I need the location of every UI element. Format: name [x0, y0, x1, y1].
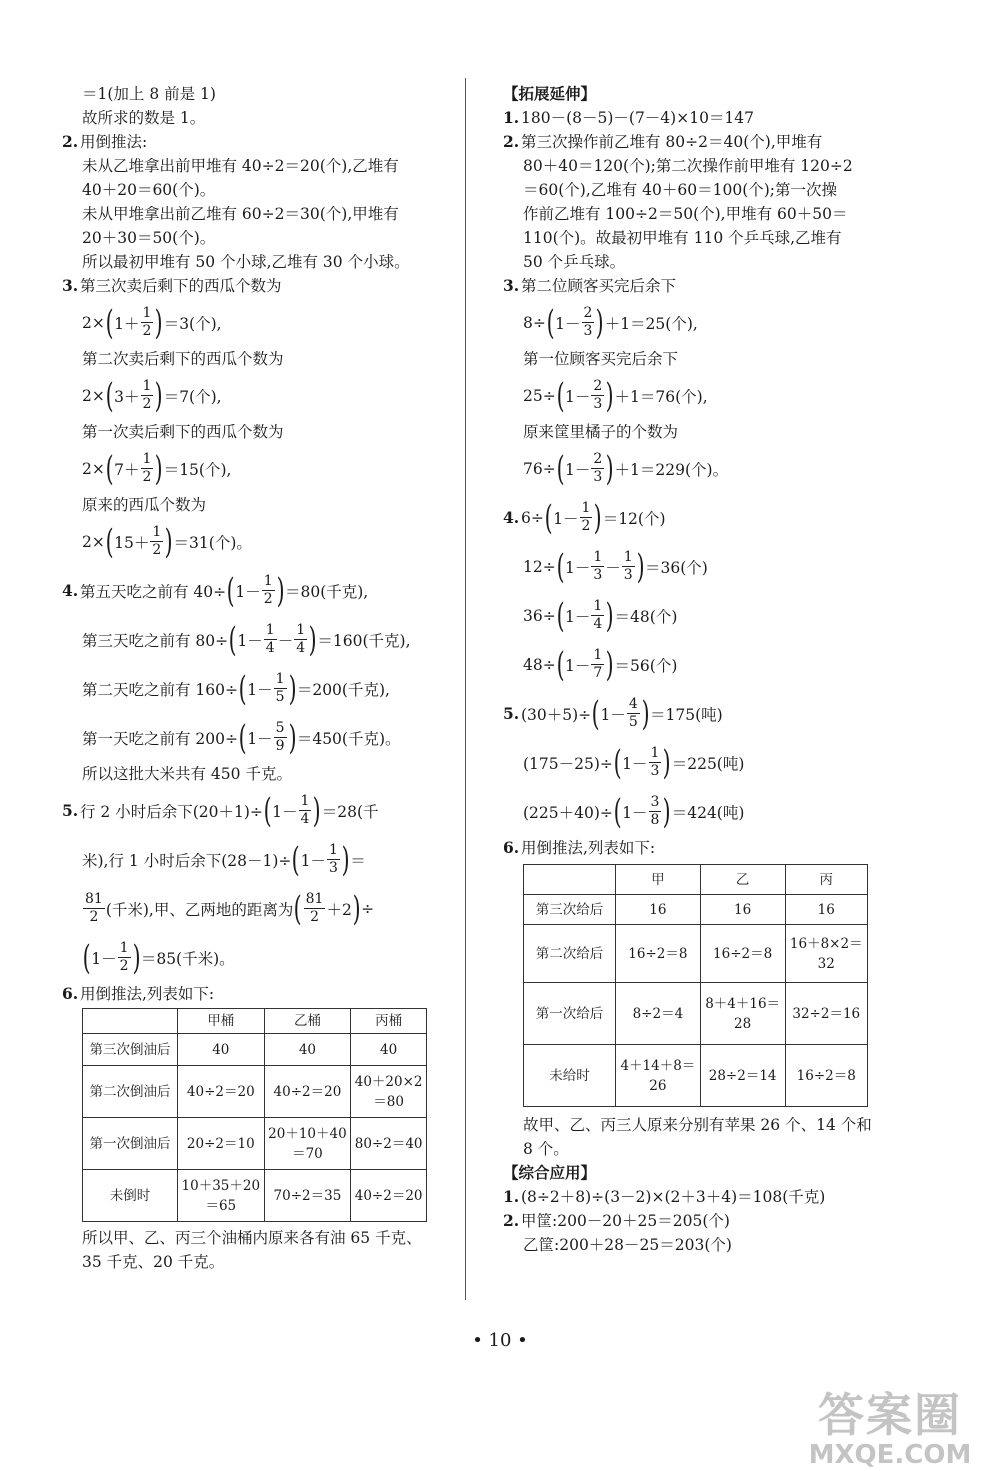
fraction: $\frac{1}{2}$	[142, 451, 152, 485]
table-cell: 70÷2＝35	[264, 1170, 351, 1222]
table-cell: 40÷2＝20	[264, 1066, 351, 1118]
text-line: 未从乙堆拿出前甲堆有 40÷2＝20(个),乙堆有	[82, 157, 399, 175]
table-cell	[524, 865, 616, 895]
text-line: 故甲、乙、丙三人原来分别有苹果 26 个、14 个和	[523, 1116, 872, 1134]
question-5: 5. 行 2 小时后余下(20＋1)÷ ( 1－ $\frac{1}{4}$ ) ＝28(千	[62, 790, 379, 831]
fraction: $\frac{1}{4}$	[265, 622, 275, 656]
table-cell: 80÷2＝40	[351, 1118, 427, 1170]
table-header: 甲桶	[178, 1009, 265, 1034]
text-line: 80＋40＝120(个);第二次操作前甲堆有 120÷2	[523, 157, 853, 175]
formula: 米),行 1 小时后余下(28－1)÷ ( 1－ $\frac{1}{3}$ ) ＝	[82, 839, 366, 880]
oil-barrel-table	[82, 1008, 427, 1222]
table-cell: 16÷2＝8	[616, 925, 701, 983]
text-line: 第三次卖后剩下的西瓜个数为	[80, 277, 282, 295]
left-column	[62, 82, 447, 1274]
fraction: $\frac{1}{3}$	[329, 842, 338, 876]
table-header-row	[83, 1009, 427, 1034]
fraction: $\frac{1}{2}$	[152, 524, 162, 558]
fraction: $\frac{4}{5}$	[628, 696, 638, 730]
page-number: • 10 •	[472, 1330, 528, 1351]
table-row	[83, 1170, 427, 1222]
table-row	[83, 1118, 427, 1170]
formula: 2× ( 7＋ $\frac{1}{2}$ ) ＝15(个),	[82, 448, 232, 489]
question-3: 3. 第二位顾客买完后余下	[503, 274, 883, 298]
table-cell: 20÷2＝10	[178, 1118, 265, 1170]
fraction: $\frac{3}{8}$	[650, 794, 660, 828]
fraction: $\frac{1}{5}$	[275, 671, 285, 705]
table-row	[524, 895, 868, 925]
table-row	[83, 1066, 427, 1118]
fraction: $\frac{1}{4}$	[593, 598, 603, 632]
text-line: 未从甲堆拿出前乙堆有 60÷2＝30(个),甲堆有	[82, 205, 399, 223]
formula: 第二天吃之前有 160÷ ( 1－ $\frac{1}{5}$ ) ＝200(千克),	[82, 668, 390, 709]
formula: 36÷ ( 1－ $\frac{1}{4}$ ) ＝48(个)	[523, 595, 678, 636]
text-line: 第一次卖后剩下的西瓜个数为	[82, 423, 284, 441]
text-line: 乙筐:200＋28－25＝203(个)	[523, 1236, 732, 1254]
table-cell: 40	[178, 1034, 265, 1066]
fraction: $\frac{1}{2}$	[263, 573, 273, 607]
column-divider	[465, 78, 466, 1300]
table-cell: 第一次给后	[524, 983, 616, 1045]
table-cell: 第二次给后	[524, 925, 616, 983]
fraction: $\frac{1}{7}$	[593, 647, 603, 681]
text-line: 第一位顾客买完后余下	[523, 350, 679, 368]
text-line: 40＋20＝60(个)。	[82, 181, 216, 199]
table-row	[524, 983, 868, 1045]
question-number: 2.	[503, 132, 520, 151]
fraction: $\frac{1}{2}$	[119, 940, 129, 974]
table-cell: 4＋14＋8＝ 26	[616, 1045, 701, 1107]
method-label: 用倒推法,列表如下:	[80, 985, 215, 1003]
fraction: $\frac{81}{2}$	[305, 891, 324, 925]
watermark-logo	[785, 1390, 995, 1470]
section-heading: 【综合应用】	[503, 1163, 597, 1182]
text-line: 第二次卖后剩下的西瓜个数为	[82, 350, 284, 368]
table-header: 乙	[700, 865, 785, 895]
question-number: 2.	[503, 1211, 520, 1230]
fraction: $\frac{1}{4}$	[300, 793, 310, 827]
formula: 第一天吃之前有 200÷ ( 1－ $\frac{5}{9}$ ) ＝450(千克)。	[82, 717, 401, 758]
table-cell: 20＋10＋40 ＝70	[264, 1118, 351, 1170]
text-line: ＝1(加上 8 前是 1)	[82, 85, 216, 103]
formula: 25÷ ( 1－ $\frac{2}{3}$ ) ＋1＝76(个),	[523, 375, 708, 416]
fraction: $\frac{1}{4}$	[296, 622, 306, 656]
question-6	[62, 982, 447, 1006]
table-row	[524, 925, 868, 983]
text-line: 原来筐里橘子的个数为	[523, 423, 679, 441]
formula: 2× ( 3＋ $\frac{1}{2}$ ) ＝7(个),	[82, 375, 222, 416]
text-line: 所以最初甲堆有 50 个小球,乙堆有 30 个小球。	[82, 253, 410, 271]
fraction: $\frac{2}{3}$	[583, 305, 593, 339]
table-cell: 8＋4＋16＝ 28	[700, 983, 785, 1045]
text-line: 35 千克、20 千克。	[82, 1253, 225, 1271]
right-column	[503, 82, 883, 1257]
table-cell: 40÷2＝20	[178, 1066, 265, 1118]
question-number: 5.	[62, 801, 79, 820]
table-cell: 第三次倒油后	[83, 1034, 178, 1066]
formula: $\frac{81}{2}$ (千米),甲、乙两地的距离为 ( $\frac{81}{2}$ ＋2 ) ÷	[85, 888, 375, 929]
text-line: 所以这批大米共有 450 千克。	[82, 765, 292, 783]
watermark-url: MXQE.COM	[808, 1440, 972, 1470]
text-line: 8 个。	[523, 1140, 569, 1158]
text-line: 20＋30＝50(个)。	[82, 229, 216, 247]
question-number: 6.	[62, 984, 79, 1003]
fraction: $\frac{2}{3}$	[593, 451, 603, 485]
table-cell: 未倒时	[83, 1170, 178, 1222]
text-line: 作前乙堆有 100÷2＝50(个),甲堆有 60＋50＝	[523, 205, 848, 223]
table-cell: 16÷2＝8	[785, 1045, 868, 1107]
fraction: $\frac{1}{3}$	[650, 745, 660, 779]
table-cell: 32÷2＝16	[785, 983, 868, 1045]
table-cell: 未给时	[524, 1045, 616, 1107]
table-cell: 16	[616, 895, 701, 925]
question-number: 5.	[503, 704, 520, 723]
apple-table	[523, 864, 868, 1107]
table-header: 甲	[616, 865, 701, 895]
table-cell: 40	[264, 1034, 351, 1066]
table-cell: 第三次给后	[524, 895, 616, 925]
table-cell: 16	[785, 895, 868, 925]
watermark-text: 答案圈	[818, 1388, 962, 1442]
formula: ( 1－ $\frac{1}{2}$ ) ＝85(千米)。	[82, 937, 235, 978]
question-number: 1.	[503, 108, 520, 127]
table-cell: 16＋8×2＝ 32	[785, 925, 868, 983]
question-6	[503, 836, 883, 860]
formula: 2× ( 15＋ $\frac{1}{2}$ ) ＝31(个)。	[82, 521, 252, 562]
question-1: 1. (8÷2＋8)÷(3－2)×(2＋3＋4)＝108(千克)	[503, 1185, 883, 1209]
question-number: 3.	[62, 276, 79, 295]
formula: 12÷ ( 1－ $\frac{1}{3}$ － $\frac{1}{3}$ ) ＝36(个)	[523, 546, 708, 587]
fraction: $\frac{1}{2}$	[142, 378, 152, 412]
text-line: 110(个)。故最初甲堆有 110 个乒乓球,乙堆有	[523, 229, 842, 247]
question-number: 6.	[503, 838, 520, 857]
question-2: 2. 第三次操作前乙堆有 80÷2＝40(个),甲堆有	[503, 130, 883, 154]
formula: 第三天吃之前有 80÷ ( 1－ $\frac{1}{4}$ － $\frac{1}{4}$ ) ＝160(千克),	[82, 619, 411, 660]
text-line: ＝60(个),乙堆有 40＋60＝100(个);第一次操	[523, 181, 838, 199]
table-header: 丙桶	[351, 1009, 427, 1034]
question-5: 5. (30＋5)÷ ( 1－ $\frac{4}{5}$ ) ＝175(吨)	[503, 693, 723, 734]
text-line: 所以甲、乙、丙三个油桶内原来各有油 65 千克、	[82, 1229, 422, 1247]
fraction: $\frac{81}{2}$	[85, 891, 103, 925]
question-4: 4. 6÷ ( 1－ $\frac{1}{2}$ ) ＝12(个)	[503, 497, 666, 538]
table-row	[524, 1045, 868, 1107]
fraction: $\frac{1}{3}$	[623, 549, 633, 583]
question-number: 2.	[62, 132, 79, 151]
section-heading: 【拓展延伸】	[503, 84, 597, 103]
question-number: 4.	[503, 508, 520, 527]
formula: 48÷ ( 1－ $\frac{1}{7}$ ) ＝56(个)	[523, 644, 678, 685]
table-header: 丙	[785, 865, 868, 895]
formula: (225＋40)÷ ( 1－ $\frac{3}{8}$ ) ＝424(吨)	[523, 791, 745, 832]
table-cell	[83, 1009, 178, 1034]
formula: 8÷ ( 1－ $\frac{2}{3}$ ) ＋1＝25(个),	[523, 302, 698, 343]
fraction: $\frac{1}{2}$	[142, 305, 152, 339]
fraction: $\frac{1}{2}$	[581, 500, 591, 534]
question-4: 4. 第五天吃之前有 40÷ ( 1－ $\frac{1}{2}$ ) ＝80(千克),	[62, 570, 369, 611]
table-header: 乙桶	[264, 1009, 351, 1034]
table-header-row	[524, 865, 868, 895]
table-cell: 第一次倒油后	[83, 1118, 178, 1170]
question-number: 3.	[503, 276, 520, 295]
question-2	[62, 130, 447, 154]
table-cell: 40＋20×2 ＝80	[351, 1066, 427, 1118]
question-number: 4.	[62, 581, 79, 600]
fraction: $\frac{1}{3}$	[593, 549, 603, 583]
question-3	[62, 274, 447, 298]
table-cell: 8÷2＝4	[616, 983, 701, 1045]
table-cell: 16	[700, 895, 785, 925]
formula: 2× ( 1＋ $\frac{1}{2}$ ) ＝3(个),	[82, 302, 222, 343]
table-row	[83, 1034, 427, 1066]
formula: 76÷ ( 1－ $\frac{2}{3}$ ) ＋1＝229(个)。	[523, 448, 729, 489]
question-number: 1.	[503, 1187, 520, 1206]
text-line: 故所求的数是 1。	[82, 109, 206, 127]
fraction: $\frac{5}{9}$	[275, 720, 285, 754]
table-cell: 10＋35＋20 ＝65	[178, 1170, 265, 1222]
text-line: 50 个乒乓球。	[523, 253, 626, 271]
table-cell: 第二次倒油后	[83, 1066, 178, 1118]
question-1: 1. 180－(8－5)－(7－4)×10＝147	[503, 106, 883, 130]
text-line: 原来的西瓜个数为	[82, 496, 207, 514]
method-label: 用倒推法:	[80, 133, 148, 151]
fraction: $\frac{2}{3}$	[593, 378, 603, 412]
table-cell: 28÷2＝14	[700, 1045, 785, 1107]
question-2: 2. 甲筐:200－20＋25＝205(个)	[503, 1209, 883, 1233]
formula: (175－25)÷ ( 1－ $\frac{1}{3}$ ) ＝225(吨)	[523, 742, 745, 783]
method-label: 用倒推法,列表如下:	[521, 839, 656, 857]
table-cell: 40÷2＝20	[351, 1170, 427, 1222]
table-cell: 16÷2＝8	[700, 925, 785, 983]
table-cell: 40	[351, 1034, 427, 1066]
